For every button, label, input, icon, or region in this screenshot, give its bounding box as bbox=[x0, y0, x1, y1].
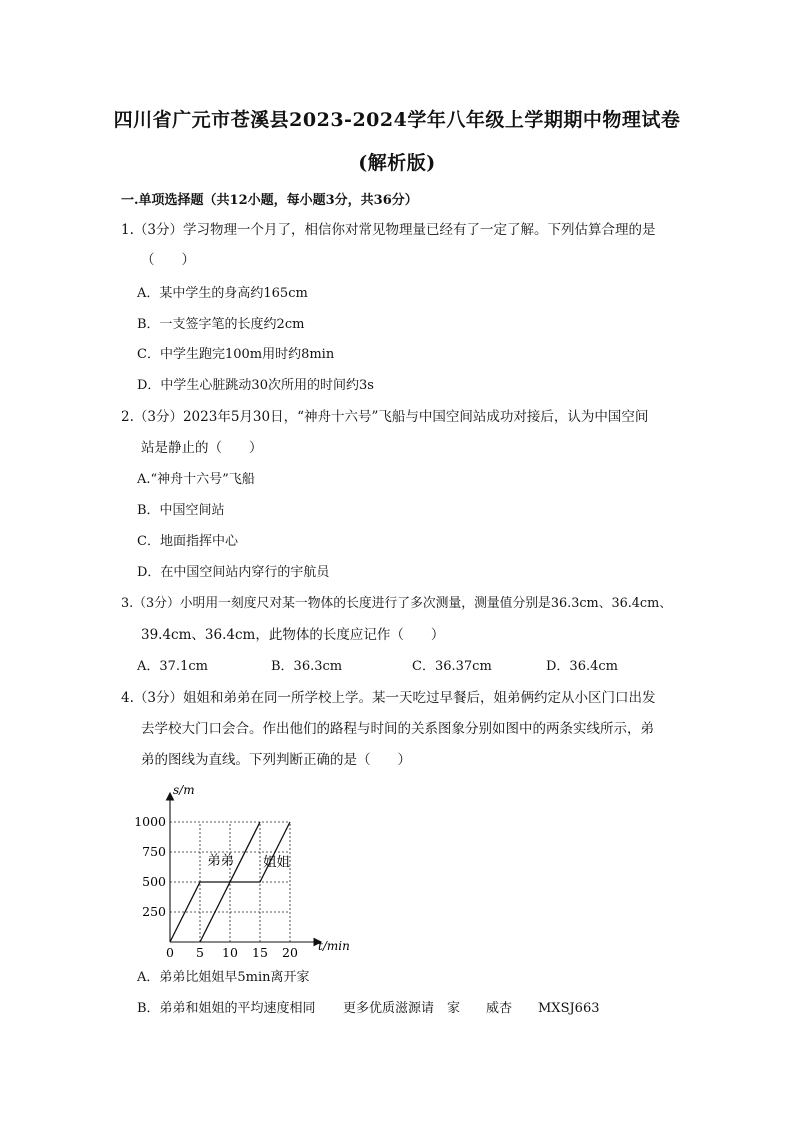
q1-option-b: B．一支签字笔的长度约2cm bbox=[137, 317, 305, 332]
q1-option-c: C．中学生跑完100m用时约8min bbox=[137, 347, 335, 362]
q1-stem-line2: （ ） bbox=[141, 252, 195, 268]
series-label-1: 姐姐 bbox=[263, 854, 290, 871]
x-tick-label: 10 bbox=[222, 945, 238, 957]
footer-note: 更多优质滋源请 家 威杏 MXSJ663 bbox=[343, 1001, 600, 1016]
q4-option-a: A．弟弟比姐姐早5min离开家 bbox=[137, 970, 310, 985]
st-graph bbox=[125, 772, 365, 957]
y-tick-label: 500 bbox=[142, 874, 166, 889]
page-title: 四川省广元市苍溪县2023-2024学年八年级上学期期中物理试卷 bbox=[113, 109, 681, 131]
q1-option-d: D．中学生心脏跳动30次所用的时间约3s bbox=[137, 378, 374, 393]
q1-stem-line1: 1.（3分）学习物理一个月了，相信你对常见物理量已经有了一定了解。下列估算合理的是 bbox=[121, 222, 656, 238]
y-tick-label: 250 bbox=[142, 904, 166, 919]
page-subtitle: (解析版) bbox=[358, 152, 436, 174]
q2-stem-line2: 站是静止的（ ） bbox=[141, 440, 263, 456]
q4-stem-line2: 去学校大门口会合。作出他们的路程与时间的关系图象分别如图中的两条实线所示，弟 bbox=[141, 721, 654, 737]
chart-tick-labels bbox=[134, 783, 350, 957]
x-tick-label: 15 bbox=[252, 945, 268, 957]
y-tick-label: 1000 bbox=[134, 814, 166, 829]
q1-option-a: A．某中学生的身高约165cm bbox=[137, 286, 308, 301]
q3-stem-line2: 39.4cm、36.4cm，此物体的长度应记作（ ） bbox=[141, 627, 445, 643]
x-axis-label: t/min bbox=[318, 939, 350, 953]
y-tick-label: 750 bbox=[142, 844, 166, 859]
section-heading: 一.单项选择题（共12小题，每小题3分，共36分） bbox=[121, 193, 418, 208]
q3-stem-line1: 3.（3分）小明用一刻度尺对某一物体的长度进行了多次测量，测量值分别是36.3cm、36.4cm、 bbox=[121, 596, 673, 611]
q2-option-a: A.“神舟十六号”飞船 bbox=[137, 472, 255, 487]
q3-option-c: C．36.37cm bbox=[412, 659, 492, 674]
q3-option-d: D．36.4cm bbox=[546, 659, 618, 674]
series-label-0: 弟弟 bbox=[207, 853, 235, 869]
q4-stem-line3: 弟的图线为直线。下列判断正确的是（ ） bbox=[141, 752, 411, 768]
q2-stem-line1: 2.（3分）2023年5月30日，“神舟十六号”飞船与中国空间站成功对接后，认为中国空间 bbox=[121, 409, 649, 425]
q3-option-a: A．37.1cm bbox=[137, 659, 208, 674]
q2-option-b: B．中国空间站 bbox=[137, 503, 225, 518]
q4-option-b: B．弟弟和姐姐的平均速度相同 bbox=[137, 1001, 316, 1016]
chart-axes bbox=[170, 794, 320, 942]
q4-stem-line1: 4.（3分）姐姐和弟弟在同一所学校上学。某一天吃过早餐后，姐弟俩约定从小区门口出发 bbox=[121, 690, 656, 706]
q2-option-d: D．在中国空间站内穿行的宇航员 bbox=[137, 565, 330, 580]
x-tick-label: 5 bbox=[196, 945, 204, 957]
y-axis-label: s/m bbox=[173, 783, 195, 797]
x-tick-label: 0 bbox=[166, 945, 174, 957]
q2-option-c: C．地面指挥中心 bbox=[137, 534, 238, 549]
x-tick-label: 20 bbox=[282, 945, 298, 957]
q3-option-b: B．36.3cm bbox=[271, 659, 343, 674]
